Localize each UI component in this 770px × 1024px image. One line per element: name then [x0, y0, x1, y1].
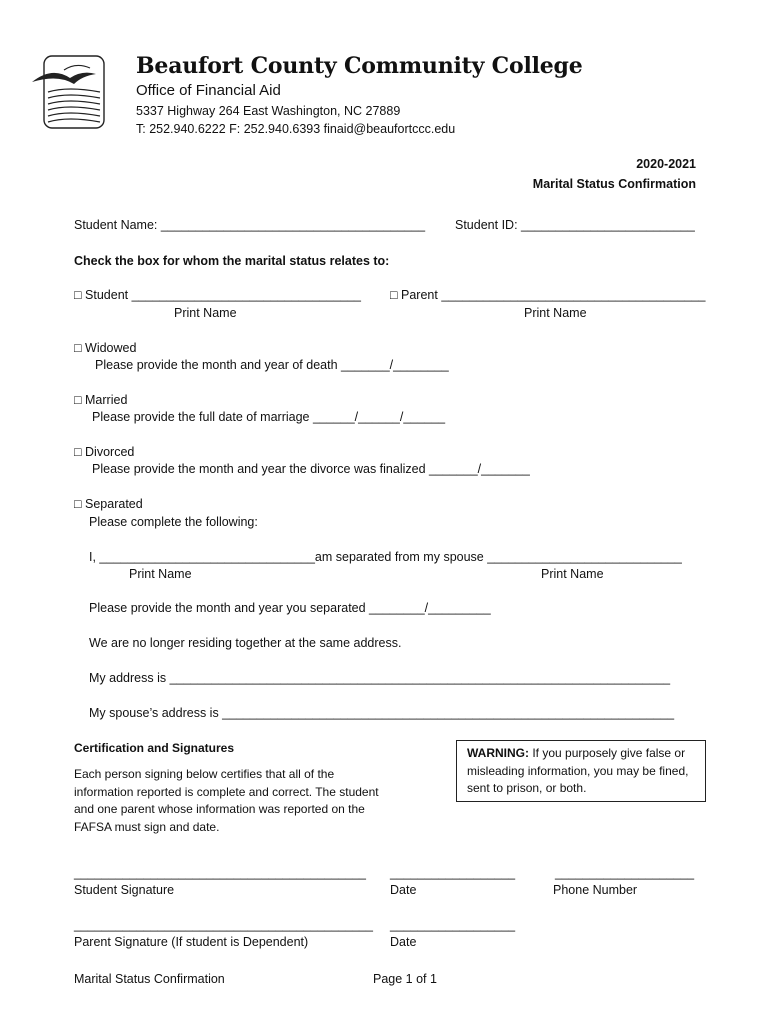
warning-text: If you purposely give false or misleading information, you may be fined, sent to prison, or both. — [467, 746, 689, 795]
print-name-label: Print Name — [541, 567, 604, 581]
certification-heading: Certification and Signatures — [74, 741, 235, 755]
student-name-field[interactable]: Student Name: ______________________________________ — [74, 218, 426, 232]
parent-signature-label: Parent Signature (If student is Dependent) — [74, 935, 309, 949]
spouse-address-field[interactable]: My spouse’s address is _________________________________________________________________ — [89, 706, 675, 720]
office-name: Office of Financial Aid — [136, 82, 281, 99]
student-signature-label: Student Signature — [74, 883, 175, 897]
student-signature-line[interactable]: __________________________________________ — [74, 866, 366, 880]
residence-statement: We are no longer residing together at the same address. — [89, 636, 402, 650]
separated-instruction: Please complete the following: — [89, 515, 258, 529]
my-address-field[interactable]: My address is ________________________________________________________________________ — [89, 671, 671, 685]
separation-date-field[interactable]: Please provide the month and year you separated ________/_________ — [89, 601, 491, 615]
date-label: Date — [390, 883, 417, 897]
separated-statement-field[interactable]: I, _______________________________am separated from my spouse ____________________________ — [89, 550, 682, 564]
college-contact: T: 252.940.6222 F: 252.940.6393 finaid@beaufortccc.edu — [136, 122, 456, 136]
college-name: Beaufort County Community College — [136, 53, 583, 79]
warning-box — [456, 740, 706, 802]
married-date-field[interactable]: Please provide the full date of marriage ______/______/______ — [92, 410, 446, 424]
widowed-date-field[interactable]: Please provide the month and year of death _______/________ — [95, 358, 449, 372]
divorced-date-field[interactable]: Please provide the month and year the divorce was finalized _______/_______ — [92, 462, 530, 476]
college-address: 5337 Highway 264 East Washington, NC 27889 — [136, 104, 401, 118]
divorced-checkbox[interactable]: □ Divorced — [74, 445, 135, 459]
document-title: Marital Status Confirmation — [532, 177, 696, 191]
print-name-label: Print Name — [174, 306, 237, 320]
married-checkbox[interactable]: □ Married — [74, 393, 128, 407]
student-date-line[interactable]: __________________ — [390, 866, 516, 880]
print-name-label: Print Name — [129, 567, 192, 581]
warning-label: WARNING: — [467, 746, 529, 760]
certification-text: Each person signing below certifies that all of the information reported is complete and correct. The student and one parent whose information was reported on the FAFSA must sign and date. — [74, 767, 379, 834]
footer-title: Marital Status Confirmation — [74, 972, 225, 986]
phone-number-label: Phone Number — [553, 883, 638, 897]
date-label: Date — [390, 935, 417, 949]
print-name-label: Print Name — [524, 306, 587, 320]
parent-signature-line[interactable]: ___________________________________________ — [74, 918, 373, 932]
separated-checkbox[interactable]: □ Separated — [74, 497, 143, 511]
student-checkbox[interactable]: □ Student _________________________________ — [74, 288, 361, 302]
phone-number-line[interactable]: ____________________ — [555, 866, 695, 880]
widowed-checkbox[interactable]: □ Widowed — [74, 341, 137, 355]
parent-date-line[interactable]: __________________ — [390, 918, 516, 932]
page-number: Page 1 of 1 — [373, 972, 437, 986]
parent-checkbox[interactable]: □ Parent ______________________________________ — [390, 288, 706, 302]
college-logo — [30, 52, 110, 132]
award-year: 2020-2021 — [636, 157, 696, 171]
student-id-field[interactable]: Student ID: _________________________ — [455, 218, 695, 232]
check-instruction: Check the box for whom the marital status relates to: — [74, 254, 390, 268]
